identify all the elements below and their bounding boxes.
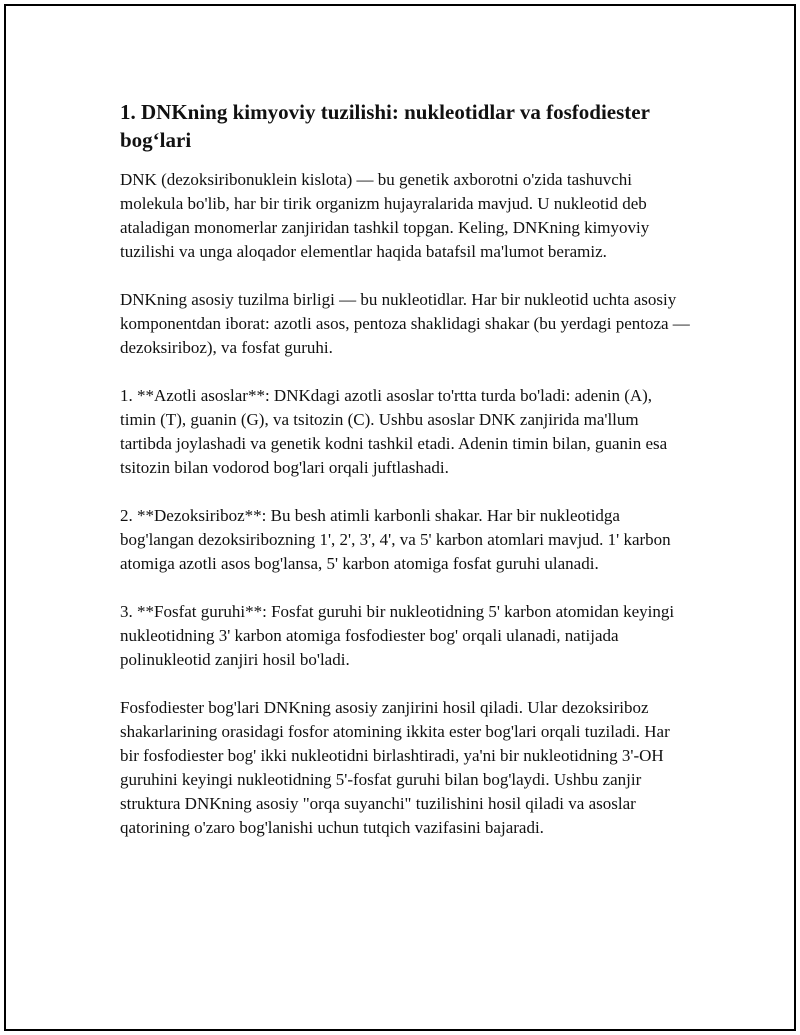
paragraph-phosphodiester-bonds: Fosfodiester bog'lari DNKning asosiy zanjirini hosil qiladi. Ular dezoksiriboz shakarlarining orasidagi fosfor atomining ikkita ester bog'lari orqali tuziladi. Har bir fosfodiester bog' ikki nukleotidni birlashtiradi, ya'ni bir nukleotidning 3'-OH guruhini keyingi nukleotidning 5'-fosfat guruhi bilan bog'laydi. Ushbu zanjir struktura DNKning asosiy "orqa suyanchi" tuzilishini hosil qiladi va asoslar qatorining o'zaro bog'lanishi uchun tutqich vazifasini bajaradi. <box>120 698 670 837</box>
paragraph-intro: DNK (dezoksiribonuklein kislota) — bu genetik axborotni o'zida tashuvchi molekula bo'lib, har bir tirik organizm hujayralarida mavjud. U nukleotid deb ataladigan monomerlar zanjiridan tashkil topgan. Keling, DNKning kimyoviy tuzilishi va unga aloqador elementlar haqida batafsil ma'lumot beramiz. <box>120 170 650 261</box>
paragraph-deoxyribose: 2. **Dezoksiriboz**: Bu besh atimli karbonli shakar. Har bir nukleotidga bog'langan dezoksiribozning 1', 2', 3', 4', va 5' karbon atomlari mavjud. 1' karbon atomiga azotli asos bog'lansa, 5' karbon atomiga fosfat guruhi ulanadi. <box>120 506 671 573</box>
document-body <box>120 98 692 864</box>
paragraph-nitrogen-bases: 1. **Azotli asoslar**: DNKdagi azotli asoslar to'rtta turda bo'ladi: adenin (A), timin (T), guanin (G), va tsitozin (C). Ushbu asoslar DNK zanjirida ma'llum tartibda joylashadi va genetik kodni tashkil etadi. Adenin timin bilan, guanin esa tsitozin bilan vodorod bog'lari orqali juftlashadi. <box>120 386 668 477</box>
paragraph-nucleotide-structure: DNKning asosiy tuzilma birligi — bu nukleotidlar. Har bir nukleotid uchta asosiy komponentdan iborat: azotli asos, pentoza shaklidagi shakar (bu yerdagi pentoza — dezoksiriboz), va fosfat guruhi. <box>120 290 690 357</box>
paragraph-phosphate-group: 3. **Fosfat guruhi**: Fosfat guruhi bir nukleotidning 5' karbon atomidan keyingi nukleotidning 3' karbon atomiga fosfodiester bog' orqali ulanadi, natijada polinukleotid zanjiri hosil bo'ladi. <box>120 602 675 669</box>
document-title: 1. DNKning kimyoviy tuzilishi: nukleotidlar va fosfodiester bog‘lari <box>120 100 650 152</box>
page-border <box>4 4 796 1031</box>
